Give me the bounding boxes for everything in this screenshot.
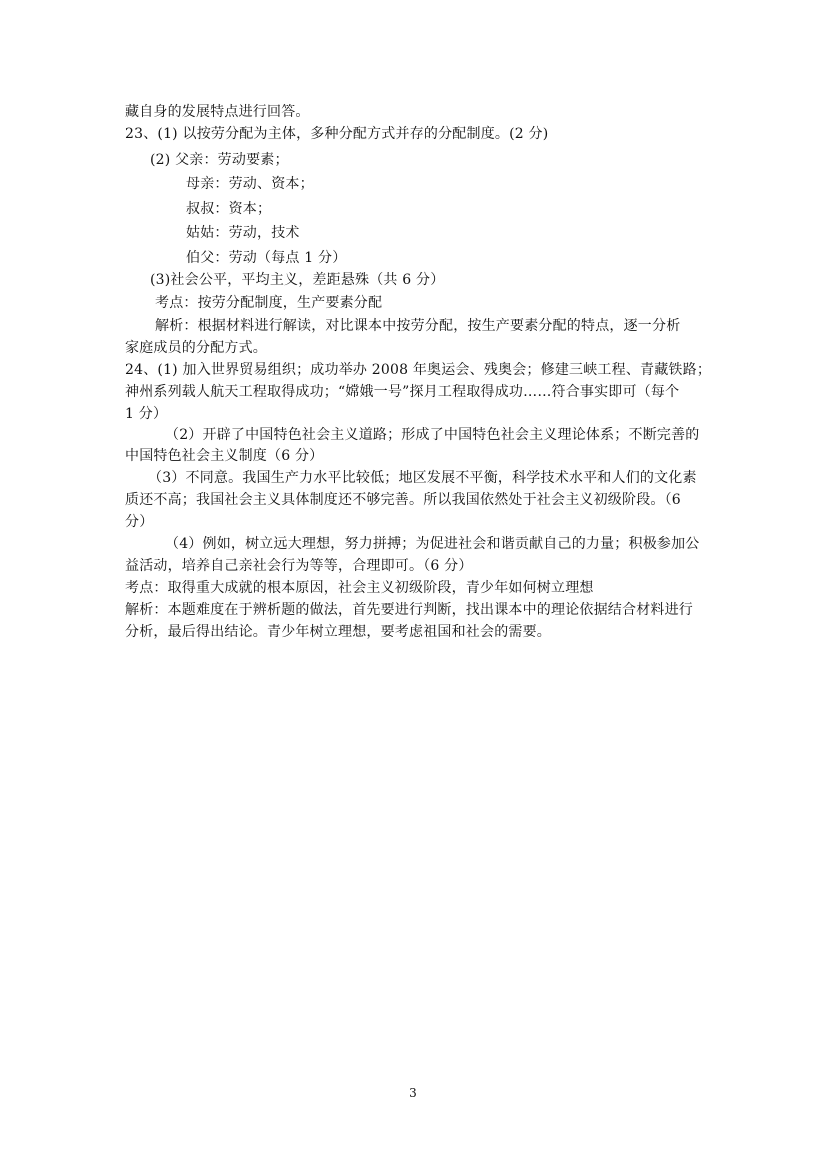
question-23-part-2: (2) 父亲：劳动要素； bbox=[150, 152, 289, 168]
question-24-part-2: （2）开辟了中国特色社会主义道路；形成了中国特色社会主义理论体系；不断完善的 bbox=[165, 427, 700, 443]
text-line: 分） bbox=[125, 514, 154, 530]
analysis-text: 解析：本题难度在于辨析题的做法，首先要进行判断，找出课本中的理论依据结合材料进行 bbox=[125, 602, 693, 618]
exam-point-label: 考点：按劳分配制度，生产要素分配 bbox=[155, 295, 383, 311]
question-24-part-3: （3）不同意。我国生产力水平比较低；地区发展不平衡，科学技术水平和人们的文化素 bbox=[148, 470, 697, 486]
text-line: 叔叔：资本； bbox=[186, 201, 272, 217]
question-24-part-1: 24、(1) 加入世界贸易组织；成功举办 2008 年奥运会、残奥会；修建三峡工程、青藏铁路； bbox=[125, 362, 712, 378]
question-23-part-1: 23、(1) 以按劳分配为主体，多种分配方式并存的分配制度。(2 分) bbox=[125, 126, 549, 142]
text-line: 姑姑：劳动，技术 bbox=[186, 225, 300, 241]
text-line: 中国特色社会主义制度（6 分） bbox=[125, 448, 324, 464]
question-24-part-4: （4）例如，树立远大理想，努力拼搏；为促进社会和谐贡献自己的力量；积极参加公 bbox=[165, 536, 700, 552]
text-line: 分析，最后得出结论。青少年树立理想，要考虑祖国和社会的需要。 bbox=[125, 624, 551, 640]
text-line: 家庭成员的分配方式。 bbox=[125, 340, 267, 356]
text-line: 神州系列载人航天工程取得成功；“嫦娥一号”探月工程取得成功……符合事实即可（每个 bbox=[125, 384, 680, 400]
text-line: 质还不高；我国社会主义具体制度还不够完善。所以我国依然处于社会主义初级阶段。（6 bbox=[125, 492, 681, 508]
text-line: 藏自身的发展特点进行回答。 bbox=[125, 104, 310, 120]
text-line: 伯父：劳动（每点 1 分） bbox=[186, 250, 347, 266]
text-line: 母亲：劳动、资本； bbox=[186, 176, 314, 192]
analysis-text: 解析：根据材料进行解读，对比课本中按劳分配，按生产要素分配的特点，逐一分析 bbox=[155, 318, 681, 334]
page-number: 3 bbox=[409, 1086, 417, 1100]
text-line: 益活动，培养自己亲社会行为等等，合理即可。（6 分） bbox=[125, 558, 473, 574]
question-23-part-3: (3)社会公平，平均主义，差距悬殊（共 6 分） bbox=[150, 272, 445, 288]
exam-point-label: 考点：取得重大成就的根本原因，社会主义初级阶段，青少年如何树立理想 bbox=[125, 580, 594, 596]
text-line: 1 分） bbox=[125, 406, 168, 422]
